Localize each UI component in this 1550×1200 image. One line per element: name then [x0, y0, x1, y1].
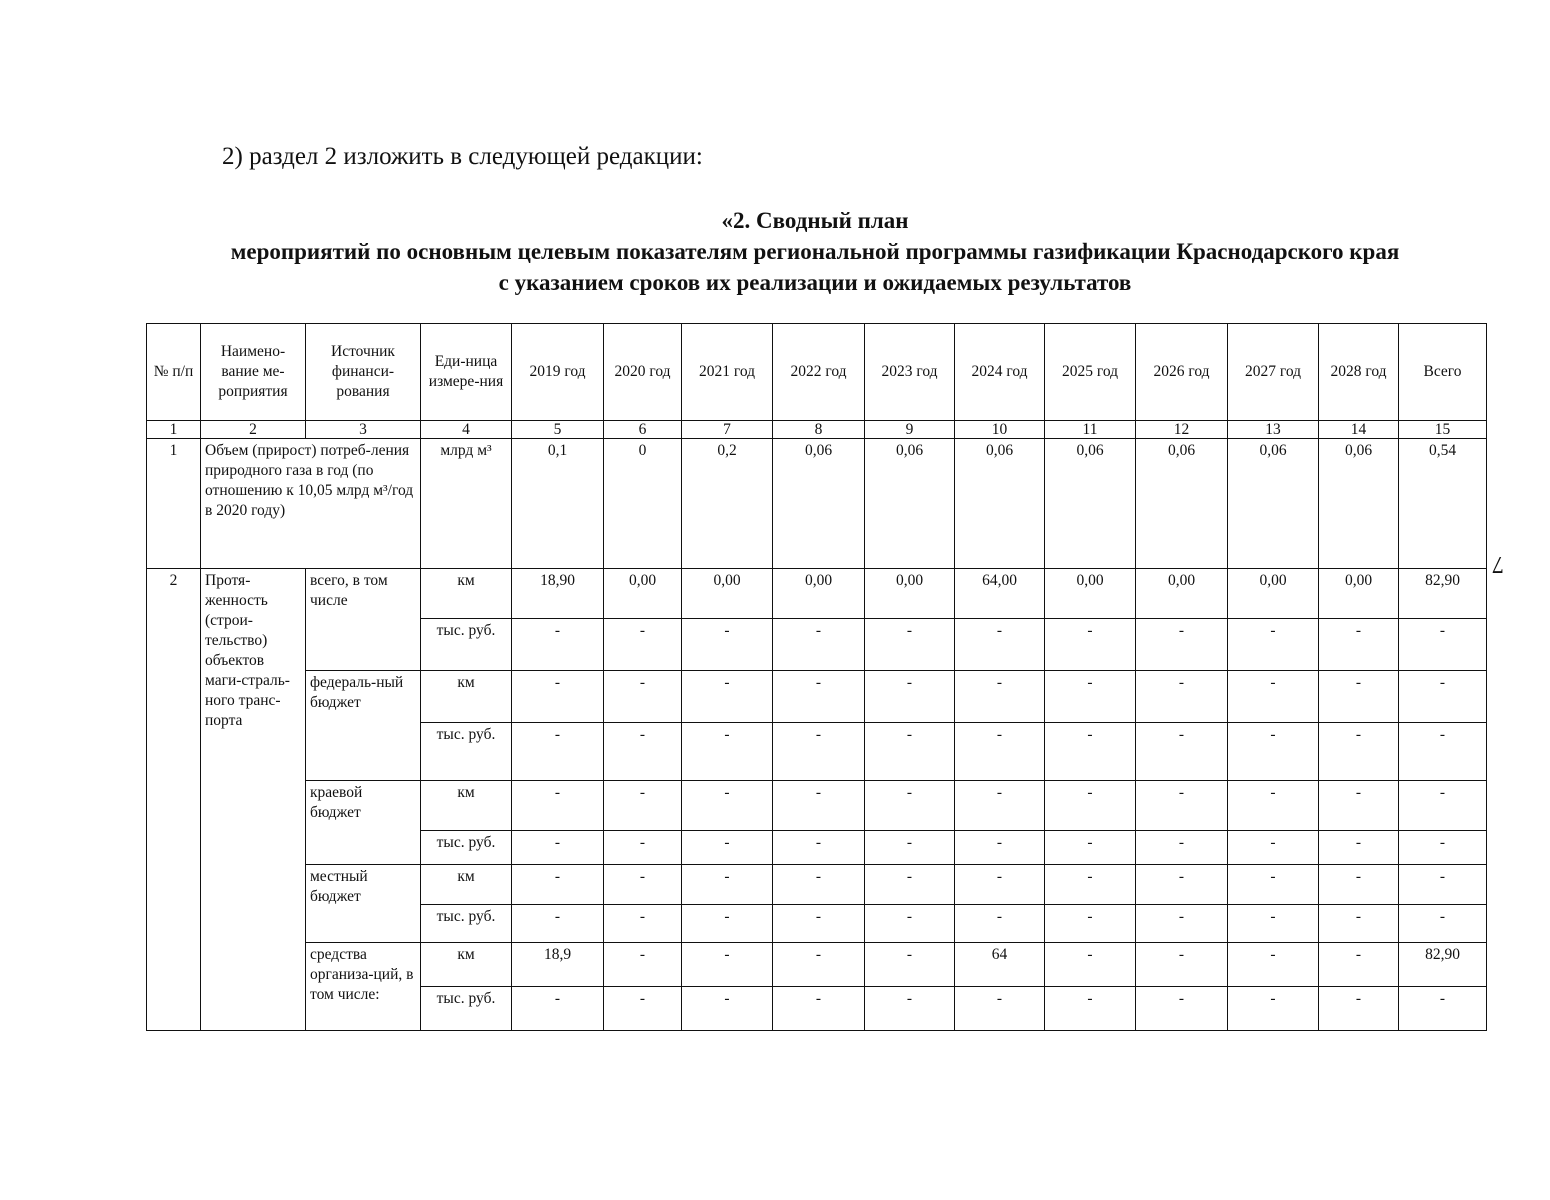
value-2020: -	[604, 781, 682, 831]
funding-source-local: местный бюджет	[306, 865, 421, 943]
row-number: 1	[147, 439, 201, 569]
value-2024: -	[955, 723, 1045, 781]
value-total: -	[1399, 619, 1487, 671]
value-2027: -	[1228, 723, 1319, 781]
value-2025: -	[1045, 905, 1136, 943]
value-2025: -	[1045, 723, 1136, 781]
value-2025: -	[1045, 781, 1136, 831]
table-row	[147, 865, 1487, 905]
value-2019: -	[512, 781, 604, 831]
value-2021: -	[682, 831, 773, 865]
value-2022: -	[773, 905, 865, 943]
value-2028: -	[1319, 987, 1399, 1031]
column-number: 11	[1045, 421, 1136, 439]
funding-source-total: всего, в том числе	[306, 569, 421, 671]
value-2025: -	[1045, 831, 1136, 865]
value-2020: -	[604, 865, 682, 905]
value-2027: -	[1228, 671, 1319, 723]
value-2024: 64	[955, 943, 1045, 987]
value-2022: -	[773, 943, 865, 987]
column-number: 8	[773, 421, 865, 439]
value-total: -	[1399, 831, 1487, 865]
value-2022: -	[773, 781, 865, 831]
value-2023: -	[865, 671, 955, 723]
value-2022: -	[773, 723, 865, 781]
plan-table	[146, 323, 1487, 1031]
value-2028: -	[1319, 865, 1399, 905]
value-2026: -	[1136, 671, 1228, 723]
column-header: 2021 год	[682, 324, 773, 421]
column-number: 7	[682, 421, 773, 439]
column-number: 13	[1228, 421, 1319, 439]
value-2023: -	[865, 781, 955, 831]
value-2022: -	[773, 619, 865, 671]
value-total: -	[1399, 865, 1487, 905]
value-2026: -	[1136, 905, 1228, 943]
value-2019: -	[512, 619, 604, 671]
unit-cell: млрд м³	[421, 439, 512, 569]
row-number: 2	[147, 569, 201, 1031]
value-2028: 0,00	[1319, 569, 1399, 619]
unit-km: км	[421, 865, 512, 905]
column-number: 1	[147, 421, 201, 439]
unit-km: км	[421, 671, 512, 723]
value-2028: -	[1319, 671, 1399, 723]
value-2019: 18,9	[512, 943, 604, 987]
value-2026: -	[1136, 943, 1228, 987]
value-2025: -	[1045, 671, 1136, 723]
value-2024: -	[955, 865, 1045, 905]
value-2025: -	[1045, 619, 1136, 671]
value-2019: 0,1	[512, 439, 604, 569]
value-2020: -	[604, 905, 682, 943]
value-2022: 0,06	[773, 439, 865, 569]
value-2020: -	[604, 619, 682, 671]
value-2022: -	[773, 987, 865, 1031]
column-number: 10	[955, 421, 1045, 439]
value-2023: -	[865, 943, 955, 987]
value-2019: -	[512, 865, 604, 905]
column-number: 15	[1399, 421, 1487, 439]
unit-thousand-rub: тыс. руб.	[421, 619, 512, 671]
unit-km: км	[421, 569, 512, 619]
value-total: -	[1399, 671, 1487, 723]
value-2025: -	[1045, 943, 1136, 987]
column-header: 2019 год	[512, 324, 604, 421]
table-row	[147, 569, 1487, 619]
value-total: 0,54	[1399, 439, 1487, 569]
table-row	[147, 781, 1487, 831]
page-number: 7	[1492, 551, 1504, 577]
funding-source-organizations: средства организа-ций, в том числе:	[306, 943, 421, 1031]
value-2027: -	[1228, 831, 1319, 865]
value-2021: -	[682, 671, 773, 723]
column-number: 6	[604, 421, 682, 439]
value-2021: -	[682, 943, 773, 987]
value-2023: -	[865, 723, 955, 781]
value-2019: -	[512, 987, 604, 1031]
value-2019: -	[512, 905, 604, 943]
value-2024: -	[955, 619, 1045, 671]
unit-km: км	[421, 781, 512, 831]
funding-source-federal: федераль-ный бюджет	[306, 671, 421, 781]
value-2022: -	[773, 831, 865, 865]
value-2028: -	[1319, 905, 1399, 943]
value-2028: -	[1319, 831, 1399, 865]
value-2020: -	[604, 671, 682, 723]
value-2027: -	[1228, 987, 1319, 1031]
value-2021: 0,2	[682, 439, 773, 569]
value-2025: -	[1045, 865, 1136, 905]
value-2028: -	[1319, 619, 1399, 671]
value-2024: -	[955, 671, 1045, 723]
value-2023: 0,00	[865, 569, 955, 619]
value-2019: -	[512, 671, 604, 723]
unit-km: км	[421, 943, 512, 987]
value-2024: -	[955, 905, 1045, 943]
value-total: -	[1399, 723, 1487, 781]
column-header: 2020 год	[604, 324, 682, 421]
column-header: № п/п	[147, 324, 201, 421]
unit-thousand-rub: тыс. руб.	[421, 831, 512, 865]
value-2026: -	[1136, 865, 1228, 905]
unit-thousand-rub: тыс. руб.	[421, 723, 512, 781]
column-number: 14	[1319, 421, 1399, 439]
column-header: 2026 год	[1136, 324, 1228, 421]
value-total: -	[1399, 987, 1487, 1031]
column-header: 2023 год	[865, 324, 955, 421]
column-number: 9	[865, 421, 955, 439]
value-2024: 64,00	[955, 569, 1045, 619]
heading-line-2: мероприятий по основным целевым показателям региональной программы газификации Краснодарского края	[230, 239, 1400, 264]
value-2025: 0,00	[1045, 569, 1136, 619]
heading-line-3: с указанием сроков их реализации и ожидаемых результатов	[498, 270, 1132, 295]
value-2026: -	[1136, 987, 1228, 1031]
table-row	[147, 943, 1487, 987]
column-number: 4	[421, 421, 512, 439]
value-2023: -	[865, 831, 955, 865]
measure-name: Объем (прирост) потреб-ления природного газа в год (по отношению к 10,05 млрд м³/год в 2020 году)	[201, 439, 421, 569]
value-2020: 0	[604, 439, 682, 569]
column-header: 2027 год	[1228, 324, 1319, 421]
value-2021: -	[682, 987, 773, 1031]
value-total: -	[1399, 905, 1487, 943]
value-2024: -	[955, 831, 1045, 865]
unit-thousand-rub: тыс. руб.	[421, 987, 512, 1031]
value-2027: -	[1228, 781, 1319, 831]
value-2021: -	[682, 781, 773, 831]
unit-thousand-rub: тыс. руб.	[421, 905, 512, 943]
value-2023: -	[865, 619, 955, 671]
value-2024: -	[955, 987, 1045, 1031]
value-2023: -	[865, 905, 955, 943]
value-total: -	[1399, 781, 1487, 831]
value-2028: -	[1319, 723, 1399, 781]
column-header: Еди-ница измере-ния	[421, 324, 512, 421]
value-2019: 18,90	[512, 569, 604, 619]
column-number: 3	[306, 421, 421, 439]
value-2020: -	[604, 723, 682, 781]
value-2021: -	[682, 905, 773, 943]
value-2023: 0,06	[865, 439, 955, 569]
table-header-row	[147, 324, 1487, 421]
table-row	[147, 671, 1487, 723]
value-2027: -	[1228, 943, 1319, 987]
value-2026: -	[1136, 619, 1228, 671]
column-number: 5	[512, 421, 604, 439]
column-header: 2022 год	[773, 324, 865, 421]
value-2024: -	[955, 781, 1045, 831]
column-header: 2024 год	[955, 324, 1045, 421]
value-2021: -	[682, 619, 773, 671]
column-header: Всего	[1399, 324, 1487, 421]
value-2027: -	[1228, 865, 1319, 905]
column-header: 2025 год	[1045, 324, 1136, 421]
value-2021: 0,00	[682, 569, 773, 619]
value-2026: -	[1136, 831, 1228, 865]
value-2022: -	[773, 671, 865, 723]
column-number: 2	[201, 421, 306, 439]
value-2026: 0,06	[1136, 439, 1228, 569]
column-header: Наимено-вание ме-роприятия	[201, 324, 306, 421]
value-total: 82,90	[1399, 569, 1487, 619]
value-2027: -	[1228, 619, 1319, 671]
value-2026: 0,00	[1136, 569, 1228, 619]
value-2026: -	[1136, 723, 1228, 781]
value-2020: -	[604, 987, 682, 1031]
value-2022: 0,00	[773, 569, 865, 619]
value-2022: -	[773, 865, 865, 905]
value-2021: -	[682, 723, 773, 781]
value-2019: -	[512, 723, 604, 781]
value-2026: -	[1136, 781, 1228, 831]
value-2023: -	[865, 865, 955, 905]
value-2020: -	[604, 943, 682, 987]
value-2021: -	[682, 865, 773, 905]
value-2027: 0,06	[1228, 439, 1319, 569]
column-number-row	[147, 421, 1487, 439]
measure-name: Протя-женность (строи-тельство) объектов маги-страль-ного транс-порта	[201, 569, 306, 1031]
value-2020: 0,00	[604, 569, 682, 619]
column-number: 12	[1136, 421, 1228, 439]
value-2027: 0,00	[1228, 569, 1319, 619]
value-2028: -	[1319, 781, 1399, 831]
value-2028: 0,06	[1319, 439, 1399, 569]
value-2019: -	[512, 831, 604, 865]
value-2028: -	[1319, 943, 1399, 987]
column-header: Источник финанси-рования	[306, 324, 421, 421]
heading-line-1: «2. Сводный план	[721, 208, 909, 233]
column-header: 2028 год	[1319, 324, 1399, 421]
table-row	[147, 439, 1487, 569]
value-2023: -	[865, 987, 955, 1031]
value-2024: 0,06	[955, 439, 1045, 569]
value-2025: 0,06	[1045, 439, 1136, 569]
value-2025: -	[1045, 987, 1136, 1031]
value-total: 82,90	[1399, 943, 1487, 987]
value-2020: -	[604, 831, 682, 865]
funding-source-regional: краевой бюджет	[306, 781, 421, 865]
value-2027: -	[1228, 905, 1319, 943]
intro-text: 2) раздел 2 изложить в следующей редакции:	[222, 143, 703, 170]
section-heading	[140, 205, 1490, 298]
